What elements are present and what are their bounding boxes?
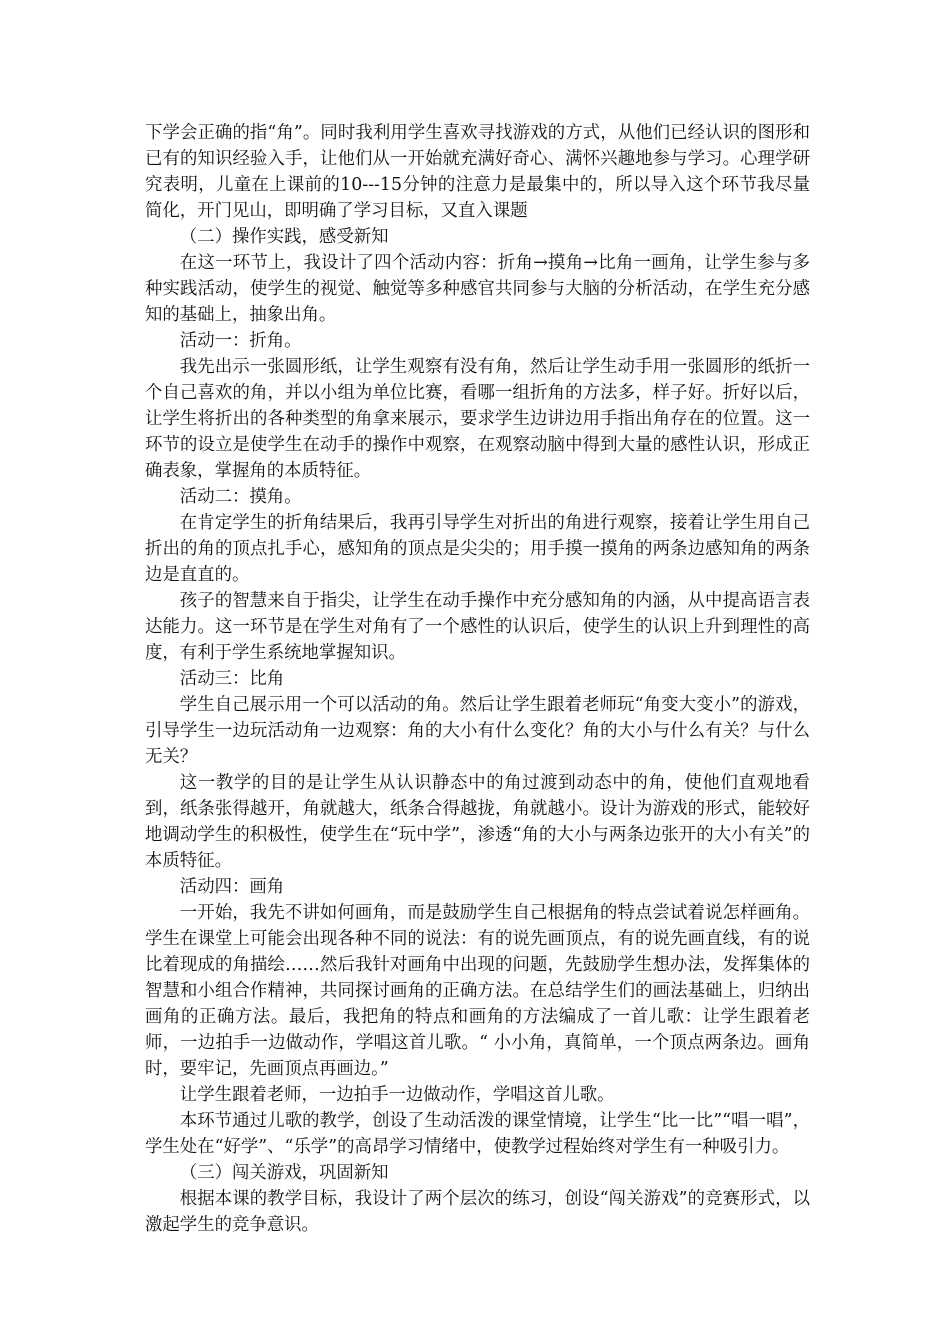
- paragraph-compare-angle: 学生自己展示用一个可以活动的角。然后让学生跟着老师玩“角变大变小”的游戏，引导学生一边玩活动角一边观察：角的大小有什么变化？角的大小与什么有关？与什么无关？: [145, 695, 810, 767]
- activity-heading-compare-angle: 活动三：比角: [179, 669, 285, 689]
- paragraph-touch-angle: 在肯定学生的折角结果后，我再引导学生对折出的角进行观察，接着让学生用自己折出的角的顶点扎手心，感知角的顶点是尖尖的；用手摸一摸角的两条边感知角的两条边是直直的。: [145, 513, 810, 585]
- paragraph-song-summary: 本环节通过儿歌的教学，创设了生动活泼的课堂情境，让学生“比一比”“唱一唱”，学生处在“好学”、“乐学”的高昂学习情绪中，使教学过程始终对学生有一种吸引力。: [145, 1111, 810, 1157]
- paragraph-level-game: 根据本课的教学目标，我设计了两个层次的练习，创设“闯关游戏”的竞赛形式，以激起学生的竞争意识。: [145, 1189, 810, 1235]
- section-heading-level-game: （三）闯关游戏，巩固新知: [179, 1163, 389, 1183]
- activity-heading-draw-angle: 活动四：画角: [179, 877, 285, 897]
- paragraph-four-activities: 在这一环节上，我设计了四个活动内容：折角→摸角→比角一画角，让学生参与多种实践活动，使学生的视觉、触觉等多种感官共同参与大脑的分析活动，在学生充分感知的基础上，抽象出角。: [145, 253, 810, 325]
- activity-heading-touch-angle: 活动二：摸角。: [179, 487, 302, 507]
- paragraph-fold-angle: 我先出示一张圆形纸，让学生观察有没有角，然后让学生动手用一张圆形的纸折一个自己喜欢的角，并以小组为单位比赛，看哪一组折角的方法多，样子好。折好以后，让学生将折出的各种类型的角拿来展示，要求学生边讲边用手指出角存在的位置。这一环节的设立是使学生在动手的操作中观察，在观察动脑中得到大量的感性认识，形成正确表象，掌握角的本质特征。: [145, 357, 810, 481]
- paragraph-intro-continuation: 下学会正确的指“角”。同时我利用学生喜欢寻找游戏的方式，从他们已经认识的图形和已有的知识经验入手，让他们从一开始就充满好奇心、满怀兴趣地参与学习。心理学研究表明，儿童在上课前的10---15分钟的注意力是最集中的，所以导入这个环节我尽量简化，开门见山，即明确了学习目标，又直入课题: [145, 123, 810, 221]
- activity-heading-fold-angle: 活动一：折角。: [179, 331, 302, 351]
- paragraph-wisdom-fingertips: 孩子的智慧来自于指尖，让学生在动手操作中充分感知角的内涵，从中提高语言表达能力。这一环节是在学生对角有了一个感性的认识后，使学生的认识上升到理性的高度，有利于学生系统地掌握知识。: [145, 591, 810, 663]
- paragraph-compare-purpose: 这一教学的目的是让学生从认识静态中的角过渡到动态中的角，使他们直观地看到，纸条张得越开，角就越大，纸条合得越拢，角就越小。设计为游戏的形式，能较好地调动学生的积极性，使学生在“玩中学”，渗透“角的大小与两条边张开的大小有关”的本质特征。: [145, 773, 810, 871]
- document-page: [145, 120, 810, 1238]
- paragraph-draw-angle: 一开始，我先不讲如何画角，而是鼓励学生自己根据角的特点尝试着说怎样画角。学生在课堂上可能会出现各种不同的说法：有的说先画顶点，有的说先画直线，有的说比着现成的角描绘……然后我针对画角中出现的问题，先鼓励学生想办法，发挥集体的智慧和小组合作精神，共同探讨画角的正确方法。在总结学生们的画法基础上，归纳出画角的正确方法。最后，我把角的特点和画角的方法编成了一首儿歌：让学生跟着老师，一边拍手一边做动作，学唱这首儿歌。“ 小小角，真简单，一个顶点两条边。画角时，要牢记，先画顶点再画边。”: [145, 903, 810, 1079]
- paragraph-sing-song: 让学生跟着老师，一边拍手一边做动作，学唱这首儿歌。: [179, 1085, 615, 1105]
- section-heading-operation-practice: （二）操作实践，感受新知: [179, 227, 389, 247]
